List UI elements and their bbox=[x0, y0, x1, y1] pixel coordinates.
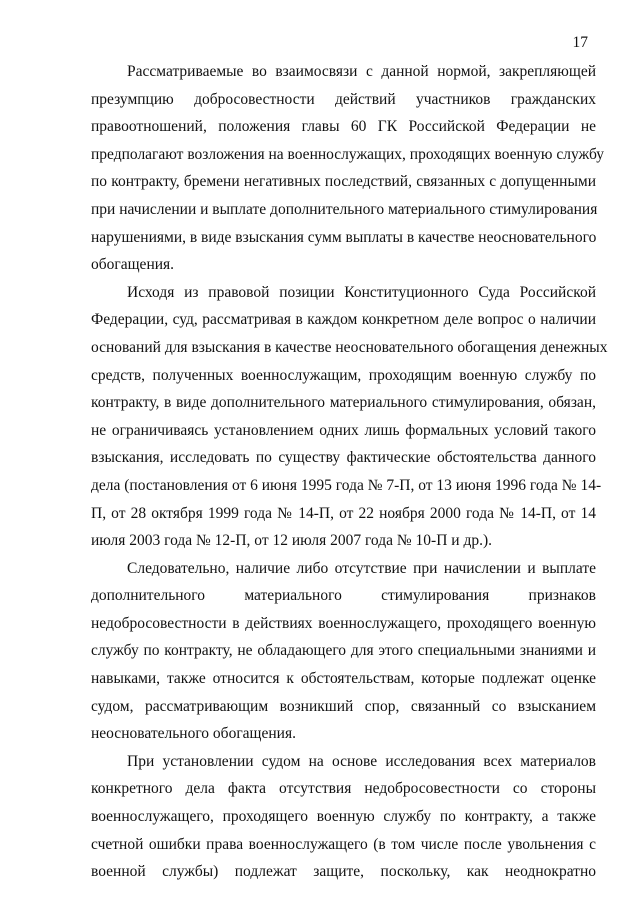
text-line: Федерации, суд, рассматривая в каждом конкретном деле вопрос о наличии bbox=[91, 311, 596, 329]
text-line: июля 2003 года № 12-П, от 12 июля 2007 года № 10-П и др.). bbox=[91, 532, 492, 550]
text-line: Исходя из правовой позиции Конституционного Суда Российской bbox=[127, 283, 596, 301]
text-line: военной службы) подлежат защите, поскольку, как неоднократно bbox=[91, 863, 596, 881]
text-line: не ограничиваясь установлением одних лишь формальных условий такого bbox=[91, 421, 596, 439]
text-line: судом, рассматривающим возникший спор, связанный со взысканием bbox=[91, 697, 596, 715]
paragraph bbox=[91, 748, 596, 886]
text-line: правоотношений, положения главы 60 ГК Российской Федерации не bbox=[91, 118, 596, 136]
text-line: конкретного дела факта отсутствия недобросовестности со стороны bbox=[91, 780, 596, 798]
text-line: дела (постановления от 6 июня 1995 года № 7-П, от 13 июня 1996 года № 14- bbox=[91, 476, 602, 494]
text-line: предполагают возложения на военнослужащих, проходящих военную службу bbox=[91, 145, 605, 163]
text-line: навыками, также относится к обстоятельствам, которые подлежат оценке bbox=[91, 670, 596, 688]
text-line: неосновательного обогащения. bbox=[91, 725, 296, 743]
text-line: при начислении и выплате дополнительного материального стимулирования bbox=[91, 200, 598, 218]
text-line: П, от 28 октября 1999 года № 14-П, от 22 ноября 2000 года № 14-П, от 14 bbox=[91, 504, 596, 522]
text-line: презумпцию добросовестности действий участников гражданских bbox=[91, 90, 596, 108]
text-line: Рассматриваемые во взаимосвязи с данной нормой, закрепляющей bbox=[127, 63, 596, 80]
text-line: счетной ошибки права военнослужащего (в том числе после увольнения с bbox=[91, 835, 596, 853]
body-text bbox=[91, 58, 608, 886]
text-line: дополнительного материального стимулирования признаков bbox=[91, 587, 596, 605]
text-line: взыскания, исследовать по существу фактические обстоятельства данного bbox=[91, 449, 596, 467]
text-line: При установлении судом на основе исследования всех материалов bbox=[127, 752, 596, 770]
text-line: нарушениями, в виде взыскания сумм выплаты в качестве неосновательного bbox=[91, 228, 597, 246]
text-line: контракту, в виде дополнительного материального стимулирования, обязан, bbox=[91, 394, 596, 412]
paragraph bbox=[91, 279, 608, 555]
text-line: средств, полученных военнослужащим, проходящим военную службу по bbox=[91, 366, 596, 384]
text-line: Следовательно, наличие либо отсутствие при начислении и выплате bbox=[127, 559, 596, 577]
page-number: 17 bbox=[572, 34, 588, 51]
text-line: службу по контракту, не обладающего для этого специальными знаниями и bbox=[91, 642, 596, 660]
text-line: обогащения. bbox=[91, 256, 175, 274]
text-line: военнослужащего, проходящего военную службу по контракту, а также bbox=[91, 808, 596, 826]
paragraph bbox=[91, 58, 605, 279]
text-line: недобросовестности в действиях военнослужащего, проходящего военную bbox=[91, 614, 596, 632]
text-line: оснований для взыскания в качестве неосновательного обогащения денежных bbox=[91, 338, 608, 356]
text-line: по контракту, бремени негативных последствий, связанных с допущенными bbox=[91, 173, 596, 191]
paragraph bbox=[91, 555, 596, 748]
